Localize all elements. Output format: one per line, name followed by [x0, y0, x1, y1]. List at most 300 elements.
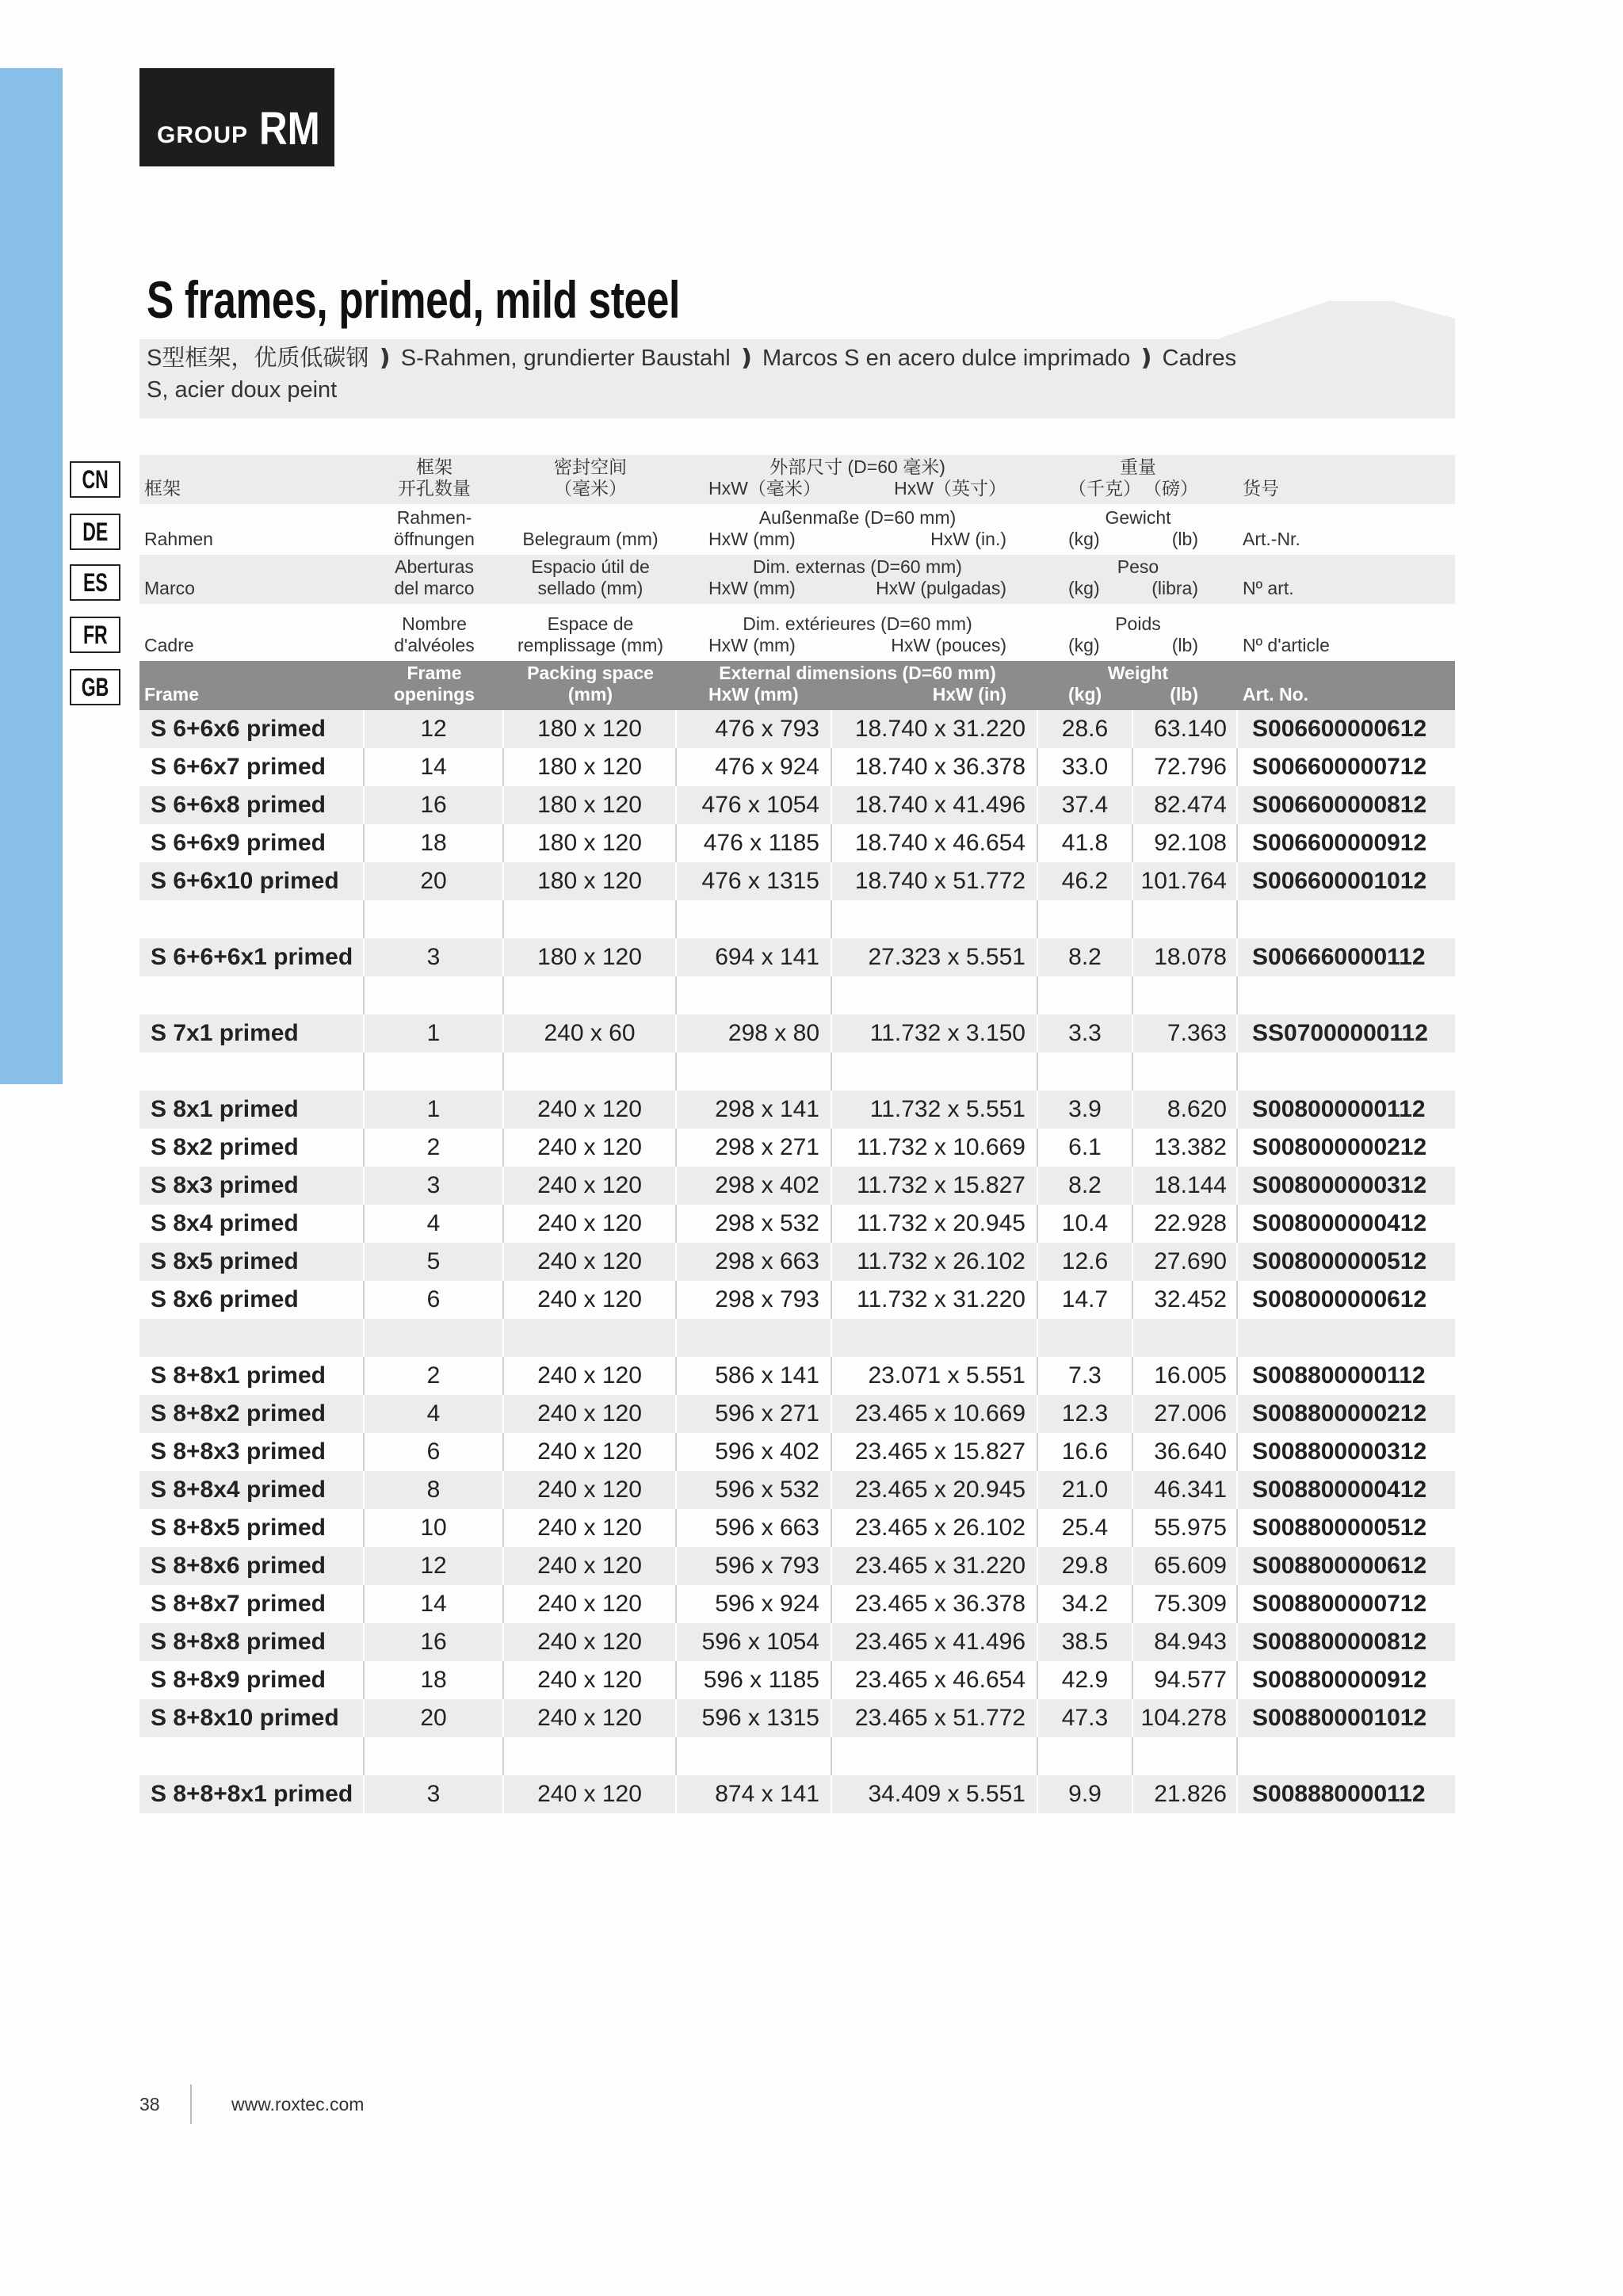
packing-space: 240 x 60: [504, 1014, 677, 1052]
header-row-cn: [139, 455, 1455, 504]
header-hxw-in: HxW (in): [932, 684, 1006, 705]
header-weight: Weight: [1107, 663, 1169, 683]
hxw-in: 11.732 x 10.669: [832, 1129, 1038, 1167]
frame-name: S 8+8x8 primed: [139, 1623, 365, 1661]
spacer-cell: [677, 900, 832, 938]
art-no: S008800001012: [1252, 1705, 1427, 1731]
spacer-cell: [1238, 1052, 1455, 1091]
spacer-cell: [139, 900, 365, 938]
weight-kg: 3.3: [1038, 1014, 1133, 1052]
header-hxw-in: HxW（英寸）: [894, 478, 1006, 499]
weight-lb: 63.140: [1133, 710, 1238, 748]
weight-kg: 41.8: [1038, 824, 1133, 862]
art-no: S006600000812: [1252, 792, 1427, 818]
weight-kg: 21.0: [1038, 1471, 1133, 1509]
openings: 16: [365, 786, 504, 824]
header-packing: (mm): [567, 684, 613, 705]
art-no: S006600000712: [1252, 754, 1427, 780]
weight-lb: 8.620: [1133, 1091, 1238, 1129]
spacer-cell: [1238, 900, 1455, 938]
hxw-mm: 596 x 663: [677, 1509, 832, 1547]
frame-name: S 6+6x10 primed: [139, 862, 365, 900]
weight-kg: 7.3: [1038, 1357, 1133, 1395]
openings: 1: [365, 1091, 504, 1129]
frame-name: S 8+8x3 primed: [139, 1433, 365, 1471]
header-lb: (libra): [1151, 578, 1198, 598]
table-body: [139, 710, 1455, 1813]
art-no: SS07000000112: [1252, 1020, 1428, 1046]
spacer-cell: [832, 1737, 1038, 1775]
hxw-in: 23.465 x 10.669: [832, 1395, 1038, 1433]
art-no: S008800000312: [1252, 1438, 1427, 1465]
header-hxw-mm: HxW (mm): [708, 529, 796, 549]
header-dims: External dimensions (D=60 mm): [719, 663, 996, 683]
header-frame: Rahmen: [144, 529, 213, 549]
weight-kg: 12.3: [1038, 1395, 1133, 1433]
weight-lb: 7.363: [1133, 1014, 1238, 1052]
packing-space: 240 x 120: [504, 1167, 677, 1205]
table-row: [139, 1547, 1455, 1585]
header-hxw-mm: HxW (mm): [708, 684, 799, 705]
spacer-cell: [677, 1737, 832, 1775]
page-number: 38: [139, 2094, 160, 2115]
weight-lb: 32.452: [1133, 1281, 1238, 1319]
spacer-cell: [365, 1319, 504, 1357]
table-row: [139, 1433, 1455, 1471]
lang-badge-cn: CN: [70, 461, 120, 498]
packing-space: 240 x 120: [504, 1623, 677, 1661]
art-no: S008880000112: [1252, 1781, 1426, 1807]
weight-lb: 94.577: [1133, 1661, 1238, 1699]
weight-kg: 42.9: [1038, 1661, 1133, 1699]
spacer-cell: [139, 976, 365, 1014]
header-openings: 框架: [416, 457, 453, 477]
spacer-cell: [1133, 976, 1238, 1014]
frame-name: S 7x1 primed: [139, 1014, 365, 1052]
header-kg: (kg): [1068, 635, 1100, 655]
frame-name: S 6+6x6 primed: [139, 710, 365, 748]
header-packing: sellado (mm): [537, 578, 643, 598]
table-row: [139, 1167, 1455, 1205]
weight-lb: 104.278: [1133, 1699, 1238, 1737]
openings: 14: [365, 1585, 504, 1623]
weight-kg: 12.6: [1038, 1243, 1133, 1281]
weight-lb: 36.640: [1133, 1433, 1238, 1471]
weight-lb: 65.609: [1133, 1547, 1238, 1585]
openings: 3: [365, 1775, 504, 1813]
packing-space: 180 x 120: [504, 748, 677, 786]
hxw-in: 23.465 x 15.827: [832, 1433, 1038, 1471]
packing-space: 240 x 120: [504, 1509, 677, 1547]
spacer-cell: [504, 1052, 677, 1091]
header-packing: Belegraum (mm): [522, 529, 659, 549]
hxw-in: 11.732 x 20.945: [832, 1205, 1038, 1243]
hxw-in: 18.740 x 36.378: [832, 748, 1038, 786]
hxw-in: 23.465 x 51.772: [832, 1699, 1038, 1737]
spacer-cell: [832, 976, 1038, 1014]
weight-lb: 84.943: [1133, 1623, 1238, 1661]
openings: 4: [365, 1395, 504, 1433]
header-weight: Peso: [1117, 556, 1159, 577]
table-row: [139, 1014, 1455, 1052]
hxw-mm: 596 x 924: [677, 1585, 832, 1623]
table-row: [139, 786, 1455, 824]
spacer-cell: [1038, 900, 1133, 938]
openings: 20: [365, 1699, 504, 1737]
weight-lb: 18.078: [1133, 938, 1238, 976]
table-row: [139, 1357, 1455, 1395]
header-row-gb: [139, 661, 1455, 710]
weight-kg: 9.9: [1038, 1775, 1133, 1813]
weight-kg: 28.6: [1038, 710, 1133, 748]
hxw-mm: 476 x 1315: [677, 862, 832, 900]
packing-space: 240 x 120: [504, 1091, 677, 1129]
frame-name: S 8+8x7 primed: [139, 1585, 365, 1623]
header-frame: 框架: [144, 478, 181, 499]
hxw-in: 18.740 x 41.496: [832, 786, 1038, 824]
weight-kg: 47.3: [1038, 1699, 1133, 1737]
spacer-cell: [139, 1052, 365, 1091]
header-kg: (kg): [1068, 529, 1100, 549]
header-packing: （毫米）: [554, 478, 627, 499]
hxw-mm: 476 x 1185: [677, 824, 832, 862]
frame-name: S 8x1 primed: [139, 1091, 365, 1129]
table-row: [139, 862, 1455, 900]
spacer-row: [139, 1737, 1455, 1775]
header-openings: Rahmen-: [396, 507, 472, 528]
frame-name: S 8x6 primed: [139, 1281, 365, 1319]
openings: 4: [365, 1205, 504, 1243]
weight-kg: 14.7: [1038, 1281, 1133, 1319]
weight-lb: 18.144: [1133, 1167, 1238, 1205]
packing-space: 240 x 120: [504, 1357, 677, 1395]
header-weight: Gewicht: [1105, 507, 1171, 528]
header-dims: Außenmaße (D=60 mm): [758, 507, 957, 528]
hxw-in: 18.740 x 31.220: [832, 710, 1038, 748]
table-row: [139, 1775, 1455, 1813]
header-frame: Cadre: [144, 635, 194, 655]
art-no: S008800000112: [1252, 1362, 1426, 1389]
weight-kg: 46.2: [1038, 862, 1133, 900]
spacer-cell: [504, 1319, 677, 1357]
weight-kg: 8.2: [1038, 938, 1133, 976]
hxw-in: 11.732 x 31.220: [832, 1281, 1038, 1319]
spacer-cell: [1133, 1737, 1238, 1775]
header-art: Art. No.: [1243, 684, 1309, 705]
weight-lb: 16.005: [1133, 1357, 1238, 1395]
hxw-mm: 596 x 1185: [677, 1661, 832, 1699]
table-row: [139, 710, 1455, 748]
weight-lb: 55.975: [1133, 1509, 1238, 1547]
header-lb: (lb): [1170, 684, 1198, 705]
hxw-mm: 298 x 80: [677, 1014, 832, 1052]
table-row: [139, 1395, 1455, 1433]
hxw-mm: 298 x 532: [677, 1205, 832, 1243]
art-no: S006600001012: [1252, 868, 1427, 894]
packing-space: 180 x 120: [504, 862, 677, 900]
spacer-cell: [365, 1052, 504, 1091]
header-frame: Marco: [144, 578, 195, 598]
header-openings: öffnungen: [394, 529, 475, 549]
frame-name: S 8+8x2 primed: [139, 1395, 365, 1433]
frame-name: S 8+8x10 primed: [139, 1699, 365, 1737]
spacer-cell: [504, 900, 677, 938]
spacer-cell: [1133, 900, 1238, 938]
openings: 16: [365, 1623, 504, 1661]
hxw-in: 23.465 x 26.102: [832, 1509, 1038, 1547]
weight-kg: 33.0: [1038, 748, 1133, 786]
table-row: [139, 748, 1455, 786]
table-row: [139, 1699, 1455, 1737]
group-word: GROUP: [157, 122, 249, 148]
weight-lb: 22.928: [1133, 1205, 1238, 1243]
spacer-cell: [504, 976, 677, 1014]
footer-divider: [190, 2084, 192, 2124]
hxw-mm: 596 x 271: [677, 1395, 832, 1433]
spacer-row: [139, 976, 1455, 1014]
spacer-cell: [1038, 1052, 1133, 1091]
hxw-mm: 596 x 532: [677, 1471, 832, 1509]
hxw-in: 23.465 x 20.945: [832, 1471, 1038, 1509]
header-kg: （千克）: [1068, 478, 1141, 499]
header-frame: Frame: [144, 684, 200, 705]
hxw-in: 23.071 x 5.551: [832, 1357, 1038, 1395]
header-packing: Espace de: [547, 613, 634, 634]
art-no: S008800000212: [1252, 1400, 1427, 1427]
openings: 12: [365, 710, 504, 748]
weight-lb: 75.309: [1133, 1585, 1238, 1623]
header-packing: 密封空间: [554, 457, 627, 477]
header-openings: d'alvéoles: [394, 635, 475, 655]
weight-kg: 38.5: [1038, 1623, 1133, 1661]
hxw-mm: 298 x 271: [677, 1129, 832, 1167]
packing-space: 180 x 120: [504, 938, 677, 976]
hxw-in: 11.732 x 26.102: [832, 1243, 1038, 1281]
header-art: 货号: [1243, 478, 1279, 499]
openings: 2: [365, 1129, 504, 1167]
packing-space: 240 x 120: [504, 1471, 677, 1509]
spacer-cell: [677, 1319, 832, 1357]
art-no: S008000000612: [1252, 1286, 1427, 1312]
art-no: S008000000112: [1252, 1096, 1426, 1122]
spacer-cell: [504, 1737, 677, 1775]
spacer-cell: [1038, 1319, 1133, 1357]
packing-space: 240 x 120: [504, 1661, 677, 1699]
header-row-fr: [139, 604, 1455, 661]
art-no: S006600000612: [1252, 716, 1427, 742]
header-weight: 重量: [1120, 457, 1156, 477]
table-row: [139, 824, 1455, 862]
packing-space: 180 x 120: [504, 824, 677, 862]
hxw-in: 18.740 x 46.654: [832, 824, 1038, 862]
spacer-cell: [677, 976, 832, 1014]
header-openings: Nombre: [402, 613, 467, 634]
weight-kg: 29.8: [1038, 1547, 1133, 1585]
header-openings: Aberturas: [395, 556, 474, 577]
table-row: [139, 1509, 1455, 1547]
weight-lb: 72.796: [1133, 748, 1238, 786]
packing-space: 240 x 120: [504, 1281, 677, 1319]
weight-lb: 92.108: [1133, 824, 1238, 862]
hxw-mm: 596 x 402: [677, 1433, 832, 1471]
weight-lb: 46.341: [1133, 1471, 1238, 1509]
frame-name: S 8x5 primed: [139, 1243, 365, 1281]
header-lb: (lb): [1171, 635, 1198, 655]
table-row: [139, 1661, 1455, 1699]
lang-badge-es: ES: [70, 564, 120, 601]
openings: 20: [365, 862, 504, 900]
header-openings: Frame: [407, 663, 462, 683]
frame-name: S 8x4 primed: [139, 1205, 365, 1243]
hxw-mm: 476 x 924: [677, 748, 832, 786]
hxw-mm: 596 x 1054: [677, 1623, 832, 1661]
table-row: [139, 938, 1455, 976]
weight-lb: 101.764: [1133, 862, 1238, 900]
spacer-cell: [832, 1319, 1038, 1357]
packing-space: 180 x 120: [504, 786, 677, 824]
group-code: RM: [259, 103, 320, 155]
art-no: S006660000112: [1252, 944, 1426, 970]
packing-space: 240 x 120: [504, 1775, 677, 1813]
header-dims: 外部尺寸 (D=60 毫米): [769, 457, 945, 477]
header-hxw-mm: HxW (mm): [708, 578, 796, 598]
lang-badge-fr: FR: [70, 617, 120, 653]
footer-url: www.roxtec.com: [231, 2094, 365, 2115]
weight-lb: 27.006: [1133, 1395, 1238, 1433]
hxw-mm: 596 x 1315: [677, 1699, 832, 1737]
weight-kg: 6.1: [1038, 1129, 1133, 1167]
frame-name: S 8x3 primed: [139, 1167, 365, 1205]
art-no: S008800000512: [1252, 1515, 1427, 1541]
art-no: S008000000512: [1252, 1248, 1427, 1274]
table-row: [139, 1091, 1455, 1129]
hxw-in: 34.409 x 5.551: [832, 1775, 1038, 1813]
spacer-cell: [139, 1737, 365, 1775]
frame-name: S 8+8x9 primed: [139, 1661, 365, 1699]
header-weight: Poids: [1115, 613, 1161, 634]
subtitle: S型框架，优质低碳钢 ❫ S-Rahmen, grundierter Baustahl ❫ Marcos S en acero dulce imprimado ❫ Cadres S, acier doux peint: [147, 346, 1237, 403]
table-row: [139, 1205, 1455, 1243]
header-art: Art.-Nr.: [1243, 529, 1300, 549]
spacer-cell: [1133, 1319, 1238, 1357]
art-no: S008800000712: [1252, 1591, 1427, 1617]
hxw-in: 11.732 x 3.150: [832, 1014, 1038, 1052]
weight-kg: 10.4: [1038, 1205, 1133, 1243]
header-openings: del marco: [394, 578, 475, 598]
frame-name: S 6+6x8 primed: [139, 786, 365, 824]
openings: 12: [365, 1547, 504, 1585]
hxw-mm: 586 x 141: [677, 1357, 832, 1395]
frame-name: S 8+8x6 primed: [139, 1547, 365, 1585]
spacer-cell: [365, 976, 504, 1014]
header-packing: Espacio útil de: [531, 556, 650, 577]
spacer-cell: [1133, 1052, 1238, 1091]
weight-kg: 3.9: [1038, 1091, 1133, 1129]
table-row: [139, 1623, 1455, 1661]
hxw-in: 18.740 x 51.772: [832, 862, 1038, 900]
art-no: S008800000912: [1252, 1667, 1427, 1693]
spacer-row: [139, 1319, 1455, 1357]
lang-badge-de: DE: [70, 514, 120, 550]
hxw-mm: 298 x 793: [677, 1281, 832, 1319]
openings: 8: [365, 1471, 504, 1509]
packing-space: 240 x 120: [504, 1585, 677, 1623]
header-hxw-in: HxW (in.): [930, 529, 1006, 549]
openings: 18: [365, 824, 504, 862]
frame-name: S 8+8x4 primed: [139, 1471, 365, 1509]
weight-kg: 34.2: [1038, 1585, 1133, 1623]
openings: 3: [365, 938, 504, 976]
hxw-in: 23.465 x 41.496: [832, 1623, 1038, 1661]
header-dims: Dim. externas (D=60 mm): [753, 556, 962, 577]
packing-space: 240 x 120: [504, 1395, 677, 1433]
art-no: S006600000912: [1252, 830, 1427, 856]
hxw-in: 23.465 x 46.654: [832, 1661, 1038, 1699]
spacer-row: [139, 900, 1455, 938]
header-lb: （磅）: [1144, 478, 1198, 499]
hxw-in: 27.323 x 5.551: [832, 938, 1038, 976]
spacer-cell: [1038, 1737, 1133, 1775]
frame-name: S 8+8x5 primed: [139, 1509, 365, 1547]
openings: 1: [365, 1014, 504, 1052]
spacer-cell: [832, 1052, 1038, 1091]
header-dims: Dim. extérieures (D=60 mm): [743, 613, 972, 634]
frame-name: S 8+8+8x1 primed: [139, 1775, 365, 1813]
art-no: S008000000212: [1252, 1134, 1427, 1160]
table-row: [139, 1243, 1455, 1281]
art-no: S008800000812: [1252, 1629, 1427, 1655]
frame-name: S 6+6x7 primed: [139, 748, 365, 786]
group-label: [139, 68, 334, 166]
lang-badge-gb: GB: [70, 669, 120, 705]
header-kg: (kg): [1068, 578, 1100, 598]
hxw-mm: 476 x 1054: [677, 786, 832, 824]
art-no: S008000000312: [1252, 1172, 1427, 1198]
openings: 18: [365, 1661, 504, 1699]
table-row: [139, 1471, 1455, 1509]
frame-name: S 8x2 primed: [139, 1129, 365, 1167]
packing-space: 240 x 120: [504, 1129, 677, 1167]
art-no: S008800000412: [1252, 1477, 1427, 1503]
header-hxw-in: HxW (pouces): [891, 635, 1006, 655]
spacer-cell: [365, 1737, 504, 1775]
hxw-mm: 298 x 402: [677, 1167, 832, 1205]
weight-kg: 8.2: [1038, 1167, 1133, 1205]
header-lb: (lb): [1171, 529, 1198, 549]
openings: 5: [365, 1243, 504, 1281]
packing-space: 240 x 120: [504, 1205, 677, 1243]
header-art: Nº d'article: [1243, 635, 1330, 655]
packing-space: 240 x 120: [504, 1699, 677, 1737]
hxw-mm: 298 x 663: [677, 1243, 832, 1281]
hxw-mm: 874 x 141: [677, 1775, 832, 1813]
header-hxw-in: HxW (pulgadas): [876, 578, 1006, 598]
hxw-mm: 596 x 793: [677, 1547, 832, 1585]
hxw-in: 11.732 x 15.827: [832, 1167, 1038, 1205]
openings: 3: [365, 1167, 504, 1205]
packing-space: 240 x 120: [504, 1243, 677, 1281]
frame-name: S 8+8x1 primed: [139, 1357, 365, 1395]
header-openings: openings: [393, 684, 475, 705]
weight-lb: 27.690: [1133, 1243, 1238, 1281]
hxw-in: 11.732 x 5.551: [832, 1091, 1038, 1129]
header-row-es: [139, 555, 1455, 604]
frame-name: S 6+6+6x1 primed: [139, 938, 365, 976]
hxw-in: 23.465 x 31.220: [832, 1547, 1038, 1585]
art-no: S008000000412: [1252, 1210, 1427, 1236]
packing-space: 240 x 120: [504, 1433, 677, 1471]
header-packing: Packing space: [527, 663, 654, 683]
